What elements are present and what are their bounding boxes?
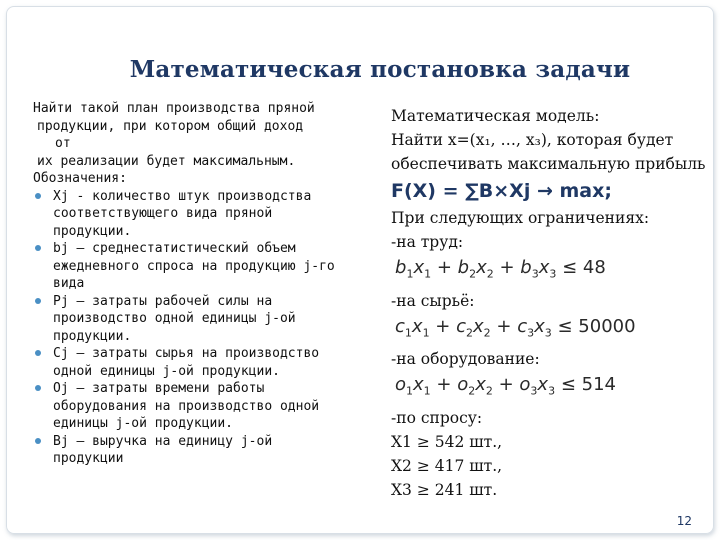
bullet-icon [35,193,41,199]
model-label: Математическая модель: [391,107,600,125]
bullet-icon [35,385,41,391]
intro-line: продукции, при котором общий доход [37,118,304,134]
bullet-icon [35,350,41,356]
demand-constraint: X1 ≥ 542 шт., [391,432,503,451]
demand-label: -по спросу: [391,408,483,427]
labor-constraint: $b_1x_1 + b_2x_2 + b_3x_3 \le 48$ [395,257,606,281]
find-line: Найти x=(x₁, …, x₃), которая будет [391,131,674,149]
notation-list [33,188,378,468]
intro-line: от [55,136,71,151]
raw-label: -на сырьё: [391,291,475,310]
list-item: Bj – выручка на единицу j-ой продукции [33,433,378,468]
list-item: Xj - количество штук производства соответствующего вида пряной продукции. [33,188,378,241]
list-item: Pj – затраты рабочей силы на производство одной единицы j-ой продукции. [33,293,378,346]
equipment-label: -на оборудование: [391,350,540,369]
equipment-constraint: $o_1x_1 + o_2x_2 + o_3x_3 \le 514$ [395,374,616,398]
list-item: bj – среднестатистический объем ежедневного спроса на продукцию j-го вида [33,240,378,293]
bullet-icon [35,298,41,304]
ensure-line: обеспечивать максимальную прибыль [391,155,706,173]
raw-constraint: $c_1x_1 + c_2x_2 + c_3x_3 \le 50000$ [395,315,636,340]
notation-label: Обозначения: [33,171,127,186]
page-number: 12 [676,514,692,528]
labor-label: -на труд: [391,233,464,251]
intro-line: Найти такой план производства пряной [33,101,315,116]
intro-line: их реализации будет максимальным. [37,153,296,169]
objective-function: F(X) = ∑B×Xj → max; [391,180,612,202]
list-item: Oj – затраты времени работы оборудования на производство одной единицы j-ой продукции. [33,380,378,433]
left-column [33,100,378,468]
demand-constraint: X3 ≥ 241 шт. [391,480,498,499]
slide-title: Математическая постановка задачи [129,56,631,83]
list-item: Cj – затраты сырья на производство одной единицы j-ой продукции. [33,345,378,380]
bullet-icon [35,245,41,251]
bullet-icon [35,438,41,444]
demand-constraint: X2 ≥ 417 шт., [391,456,503,475]
right-column [391,104,717,502]
constraints-label: При следующих ограничениях: [391,209,650,227]
